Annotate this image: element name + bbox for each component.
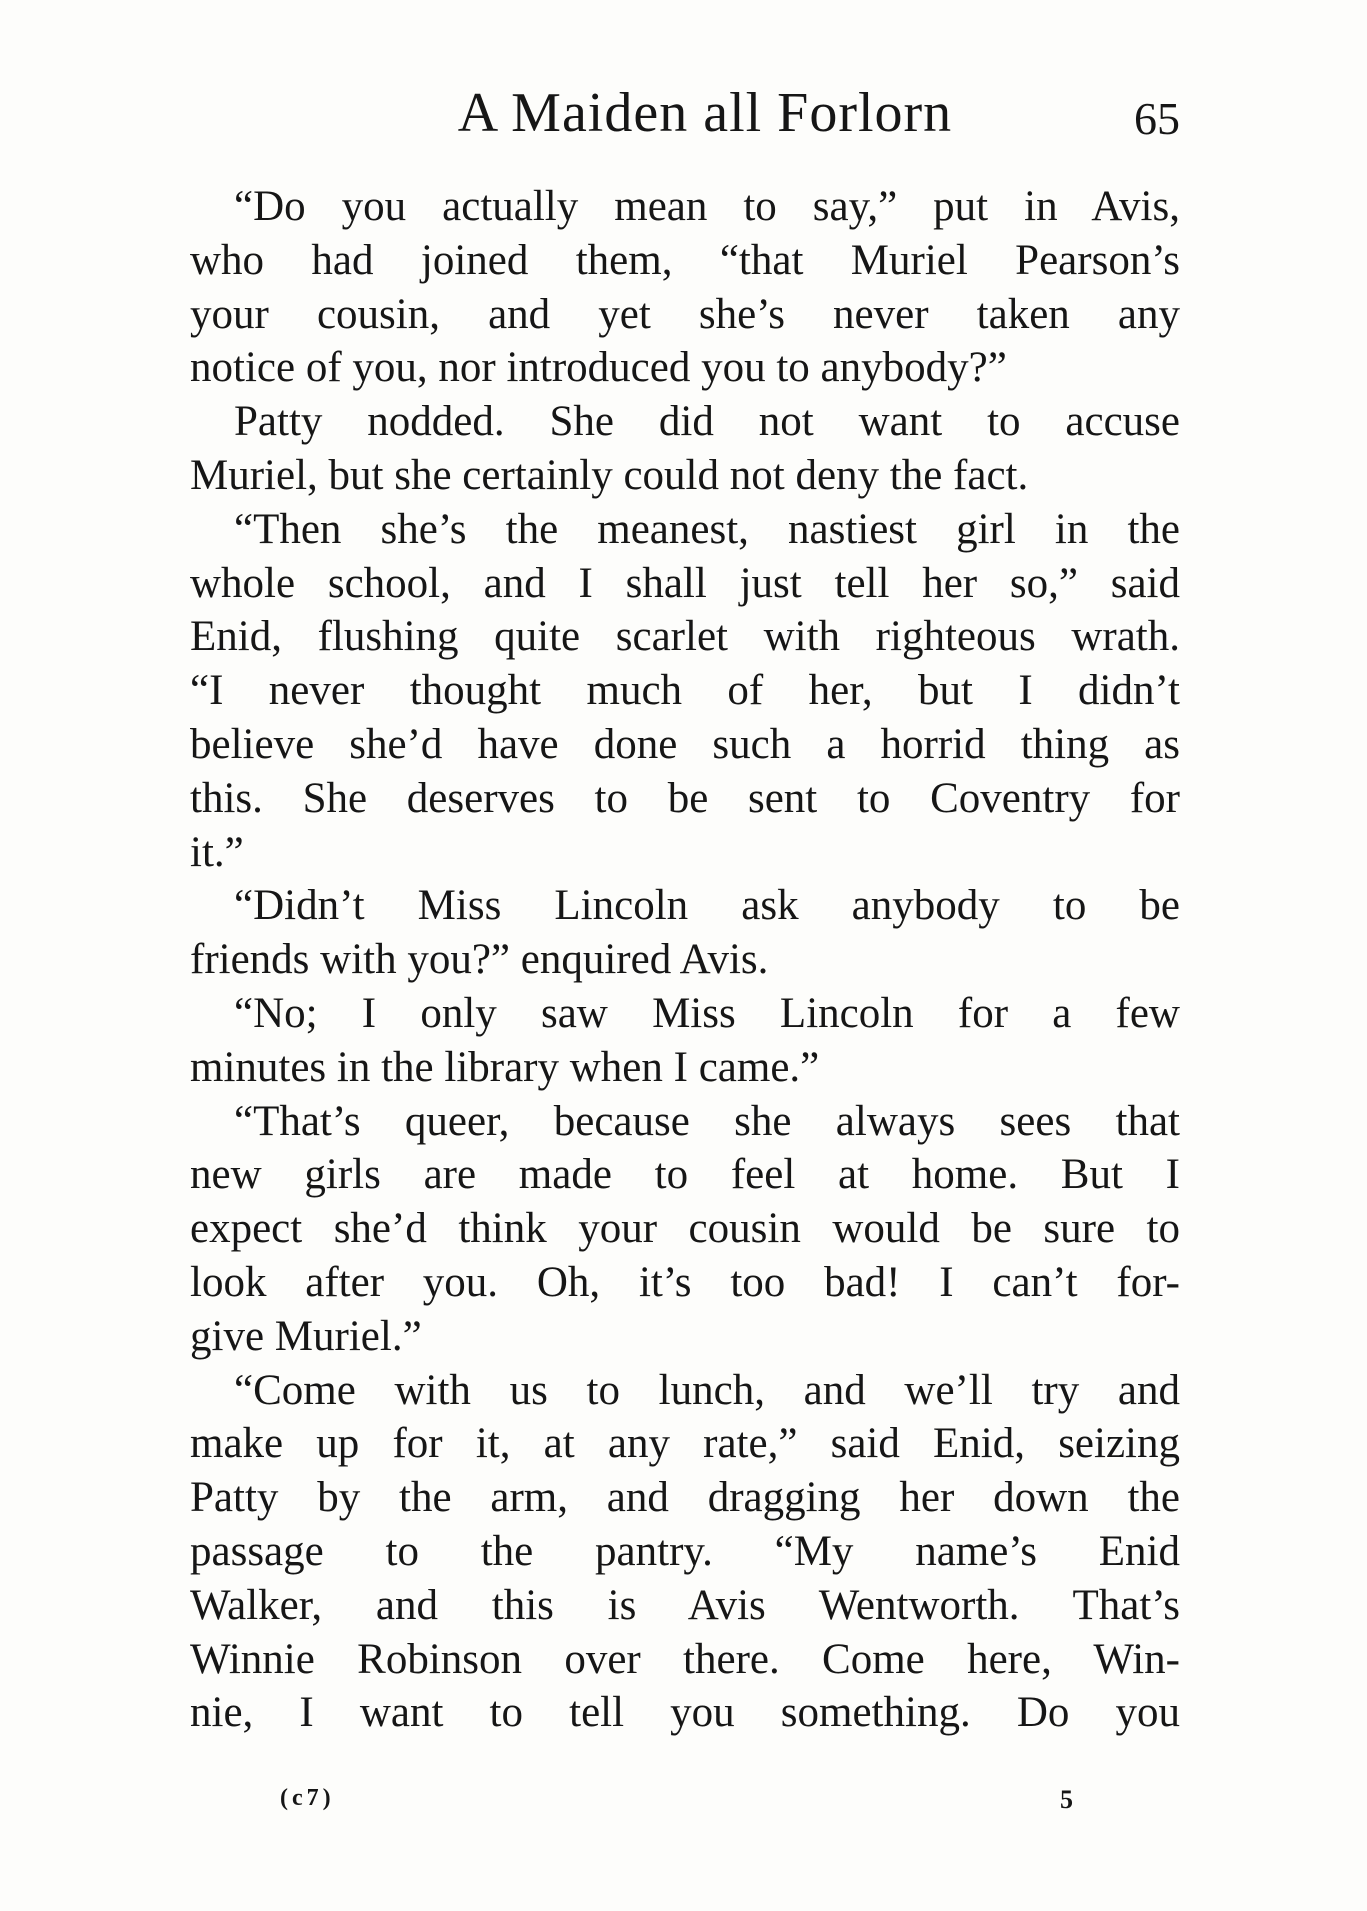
text-line: it.” (190, 828, 244, 876)
page-number: 65 (1134, 93, 1180, 144)
text-line: this. She deserves to be sent to Coventry for (190, 774, 1180, 822)
text-line: Patty by the arm, and dragging her down the (190, 1474, 1180, 1522)
text-line: passage to the pantry. “My name’s Enid (190, 1527, 1180, 1575)
text-line: Winnie Robinson over there. Come here, Win- (190, 1635, 1180, 1683)
text-line: “That’s queer, because she always sees that (234, 1097, 1180, 1145)
text-line: “Then she’s the meanest, nastiest girl in the (234, 505, 1180, 553)
text-line: give Muriel.” (190, 1312, 422, 1360)
running-title: A Maiden all Forlorn (457, 82, 953, 144)
text-line: Walker, and this is Avis Wentworth. That’s (190, 1581, 1180, 1629)
page-header (190, 78, 1180, 148)
text-line: “I never thought much of her, but I didn’t (190, 667, 1180, 715)
text-line: believe she’d have done such a horrid thing as (190, 720, 1180, 768)
text-line: Enid, flushing quite scarlet with righteous wrath. (190, 613, 1180, 661)
text-line: “Didn’t Miss Lincoln ask anybody to be (234, 882, 1180, 930)
text-line: expect she’d think your cousin would be sure to (190, 1205, 1180, 1253)
page-footer (190, 1785, 1180, 1825)
text-line: “Come with us to lunch, and we’ll try and (234, 1366, 1180, 1414)
text-line: who had joined them, “that Muriel Pearson’s (190, 236, 1180, 284)
text-line: “No; I only saw Miss Lincoln for a few (234, 989, 1180, 1037)
body-text (190, 180, 1180, 1740)
text-line: Patty nodded. She did not want to accuse (234, 398, 1180, 446)
text-line: make up for it, at any rate,” said Enid, seizing (190, 1420, 1180, 1468)
text-line: friends with you?” enquired Avis. (190, 936, 769, 984)
text-line: your cousin, and yet she’s never taken any (190, 290, 1180, 338)
text-line: new girls are made to feel at home. But I (190, 1151, 1180, 1199)
signature-number: 5 (1060, 1785, 1073, 1814)
text-line: whole school, and I shall just tell her so,” said (190, 559, 1180, 607)
text-line: “Do you actually mean to say,” put in Avis, (234, 183, 1180, 230)
text-line: look after you. Oh, it’s too bad! I can’t for- (190, 1258, 1180, 1306)
text-line: Muriel, but she certainly could not deny the fact. (190, 451, 1029, 499)
text-line: notice of you, nor introduced you to anybody?” (190, 344, 1007, 392)
text-line: nie, I want to tell you something. Do you (190, 1689, 1180, 1737)
text-line: minutes in the library when I came.” (190, 1043, 820, 1091)
signature-code: (c7) (280, 1785, 335, 1811)
